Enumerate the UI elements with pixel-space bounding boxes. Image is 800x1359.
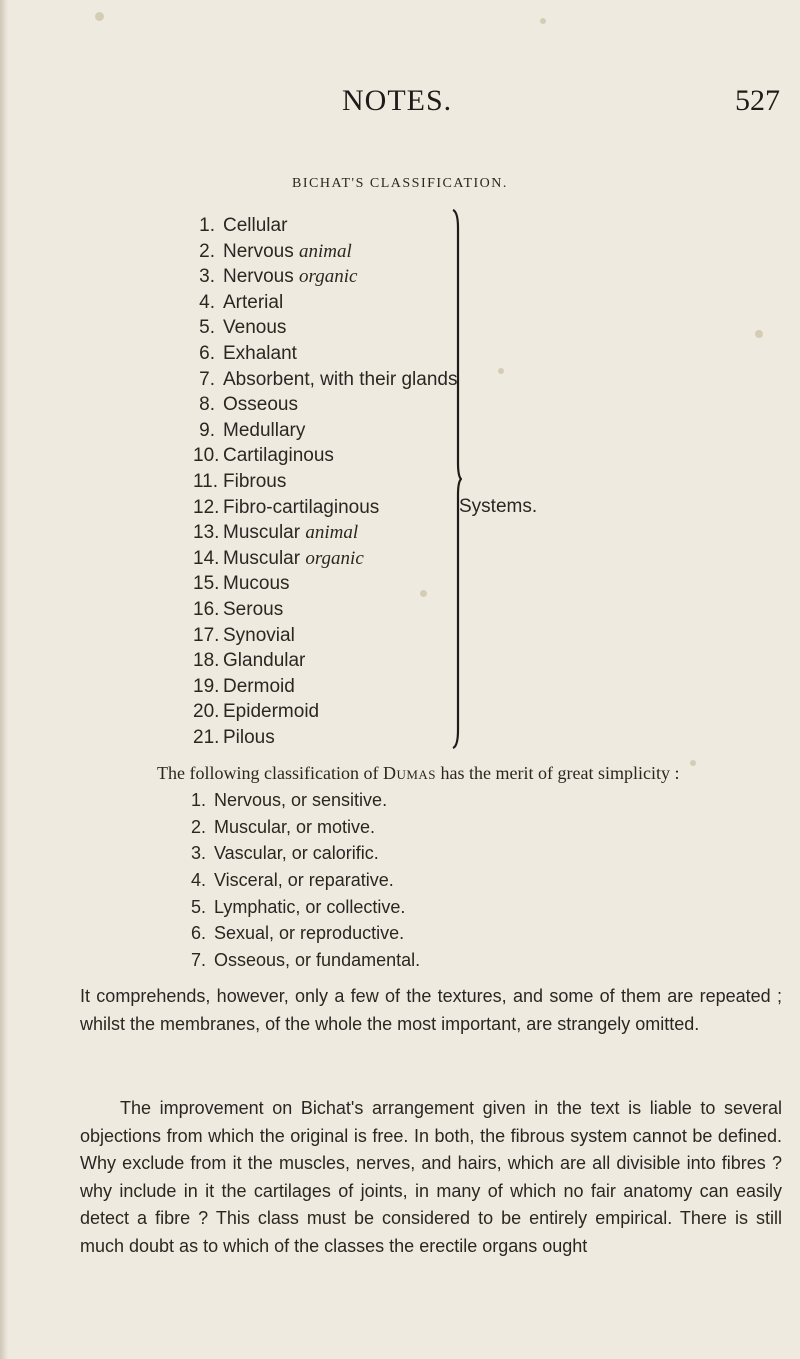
bichat-system-item [193, 341, 493, 367]
bichat-system-item [193, 648, 493, 674]
bichat-system-item [193, 418, 493, 444]
item-number: 14. [193, 547, 220, 569]
item-number: 2. [199, 240, 215, 262]
item-number: 16. [193, 598, 220, 620]
dumas-class-item [190, 947, 420, 974]
item-number: 2. [190, 816, 206, 837]
bichat-system-item [193, 623, 493, 649]
item-label: Sexual, or reproductive. [214, 923, 405, 944]
item-number: 11. [193, 470, 219, 492]
item-qualifier: organic [299, 266, 358, 288]
item-number: 12. [193, 496, 220, 518]
item-number: 6. [190, 923, 206, 944]
item-number: 5. [190, 896, 206, 917]
bichat-system-item [193, 239, 493, 265]
item-label: Arterial [223, 291, 284, 313]
dumas-class-item [190, 867, 420, 894]
bichat-system-item [193, 725, 493, 751]
item-label: Vascular, or calorific. [214, 843, 379, 864]
item-qualifier: animal [305, 522, 359, 544]
bichat-system-item [193, 699, 493, 725]
paper-speck [540, 18, 546, 24]
item-number: 8. [199, 394, 215, 416]
systems-label: Systems. [459, 496, 538, 517]
bichat-system-item [193, 495, 493, 521]
dumas-class-item [190, 840, 420, 867]
item-number: 15. [193, 573, 220, 595]
item-label: Medullary [223, 419, 306, 441]
item-label: Synovial [223, 624, 295, 646]
item-label: Muscular [223, 522, 306, 544]
item-label: Glandular [223, 650, 306, 672]
item-label: Serous [223, 598, 284, 620]
item-number: 7. [190, 950, 206, 971]
item-label: Muscular [223, 547, 306, 569]
dumas-class-item [190, 787, 420, 814]
item-label: Cellular [223, 215, 288, 236]
running-head [0, 84, 800, 124]
item-label: Fibro-cartilaginous [223, 496, 380, 518]
bichat-system-item [193, 443, 493, 469]
dumas-intro [117, 760, 797, 786]
bichat-system-item [193, 264, 493, 290]
paragraph-text: The improvement on Bichat's arrangement given in the text is liable to several objections from which the original is free. In both, the fibrous system cannot be defined. Why exclude from it the muscles, nerves, and hairs, which are all divisible into fibres ? why include in it the cartilages of joints, in many of which no fair anatomy can easily detect a fibre ? This class must be considered to be entirely empirical. There is still much doubt as to which of the classes the erectile organs ought [80, 1098, 782, 1256]
item-label: Visceral, or reparative. [214, 870, 394, 891]
page-edge [0, 0, 8, 1359]
item-label: Fibrous [223, 470, 287, 492]
running-head-title: NOTES. [342, 84, 453, 117]
item-number: 17. [193, 624, 220, 646]
item-label: Nervous [223, 240, 300, 262]
bichat-system-item [193, 571, 493, 597]
bichat-system-item [193, 597, 493, 623]
item-qualifier: organic [305, 547, 364, 569]
dumas-name: Dumas [382, 763, 437, 783]
item-label: Mucous [223, 573, 290, 595]
paragraph-text: It comprehends, however, only a few of the textures, and some of them are repeated ; whilst the membranes, of the whole the most important, are strangely omitted. [80, 986, 782, 1034]
item-number: 21. [193, 726, 220, 748]
dumas-class-item [190, 894, 420, 921]
bichat-system-item [193, 392, 493, 418]
item-number: 1. [199, 215, 215, 236]
dumas-class-item [190, 920, 420, 947]
item-label: Dermoid [223, 675, 295, 697]
item-number: 9. [199, 419, 215, 441]
item-label: Pilous [223, 726, 275, 748]
item-number: 4. [190, 870, 206, 891]
item-number: 19. [193, 675, 220, 697]
item-label: Absorbent, with their glands [223, 368, 458, 390]
paper-speck [755, 330, 763, 338]
item-number: 18. [193, 650, 220, 672]
bichat-system-item [193, 674, 493, 700]
bichat-system-item [193, 367, 493, 393]
bichat-system-item [193, 546, 493, 572]
item-label: Exhalant [223, 342, 297, 364]
section-heading: BICHAT'S CLASSIFICATION. [292, 176, 508, 191]
bichat-system-item [193, 290, 493, 316]
item-number: 7. [199, 368, 215, 390]
bichat-system-item [193, 315, 493, 341]
item-label: Osseous [223, 394, 298, 416]
page-number: 527 [735, 84, 780, 117]
item-number: 5. [199, 317, 215, 339]
item-label: Nervous, or sensitive. [214, 790, 388, 810]
item-number: 1. [190, 790, 206, 810]
item-number: 3. [190, 843, 206, 864]
bichat-system-item [193, 213, 493, 239]
item-label: Lymphatic, or collective. [214, 896, 406, 917]
paragraph-omissions [80, 983, 782, 1038]
dumas-intro-before: The following classification of [157, 763, 383, 783]
item-label: Muscular, or motive. [214, 816, 376, 837]
bichat-systems-list [193, 213, 493, 750]
bichat-system-item [193, 520, 493, 546]
paragraph-improvement [80, 1095, 782, 1260]
item-label: Epidermoid [223, 701, 320, 723]
paper-speck [498, 368, 504, 374]
paper-speck [95, 12, 104, 21]
dumas-intro-after: has the merit of great simplicity : [436, 763, 680, 783]
item-number: 20. [193, 701, 220, 723]
systems-brace [452, 208, 462, 750]
item-label: Nervous [223, 266, 300, 288]
dumas-class-item [190, 814, 420, 841]
item-number: 13. [193, 522, 220, 544]
dumas-classes-list [190, 787, 420, 974]
bichat-system-item [193, 469, 493, 495]
item-label: Osseous, or fundamental. [214, 950, 421, 971]
item-number: 3. [199, 266, 215, 288]
item-label: Cartilaginous [223, 445, 334, 467]
item-number: 10. [193, 445, 220, 467]
item-number: 4. [199, 291, 215, 313]
item-number: 6. [199, 342, 215, 364]
item-label: Venous [223, 317, 287, 339]
item-qualifier: animal [299, 240, 352, 262]
